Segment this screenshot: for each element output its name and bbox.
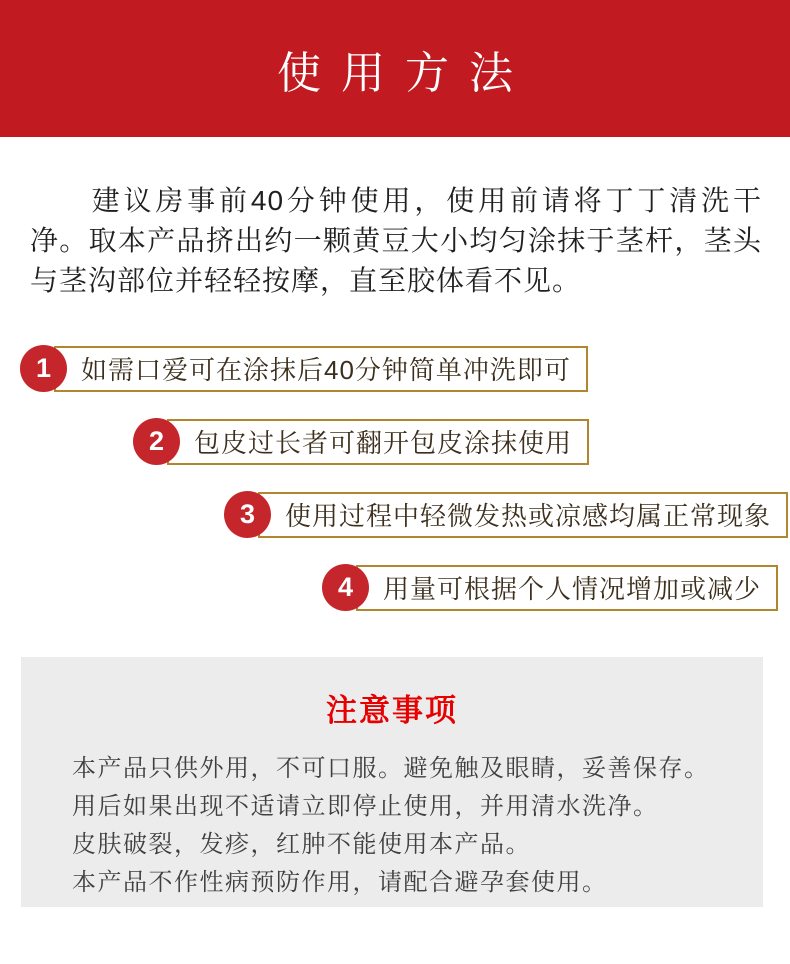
precaution-line: 用后如果出现不适请立即停止使用，并用清水洗净。: [72, 793, 659, 820]
precautions-list: [72, 750, 763, 902]
step-number-badge: 4: [322, 564, 369, 611]
precaution-line: 皮肤破裂，发疹，红肿不能使用本产品。: [72, 831, 531, 858]
precaution-line: 本产品只供外用，不可口服。避免触及眼睛，妥善保存。: [72, 755, 710, 782]
page-title: 使用方法: [277, 48, 533, 98]
step-number-badge: 3: [224, 491, 271, 538]
usage-step-4: [322, 564, 790, 611]
precautions-title: 注意事项: [326, 693, 458, 728]
step-text-box: 使用过程中轻微发热或凉感均属正常现象: [258, 492, 788, 538]
usage-step-2: [133, 418, 790, 465]
usage-steps-list: [0, 345, 790, 611]
precautions-box: [21, 657, 763, 907]
usage-header-banner: [0, 0, 790, 137]
usage-intro-paragraph: 建议房事前40分钟使用，使用前请将丁丁清洗干净。取本产品挤出约一颗黄豆大小均匀涂抹于茎杆，茎头与茎沟部位并轻轻按摩，直至胶体看不见。: [30, 185, 762, 296]
step-text-box: 如需口爱可在涂抹后40分钟简单冲洗即可: [54, 346, 588, 392]
usage-step-3: [224, 491, 790, 538]
step-text-box: 用量可根据个人情况增加或减少: [356, 565, 778, 611]
step-number-badge: 2: [133, 418, 180, 465]
precaution-line: 本产品不作性病预防作用，请配合避孕套使用。: [72, 869, 608, 896]
step-text-box: 包皮过长者可翻开包皮涂抹使用: [167, 419, 589, 465]
step-number-badge: 1: [20, 345, 67, 392]
usage-step-1: [20, 345, 790, 392]
